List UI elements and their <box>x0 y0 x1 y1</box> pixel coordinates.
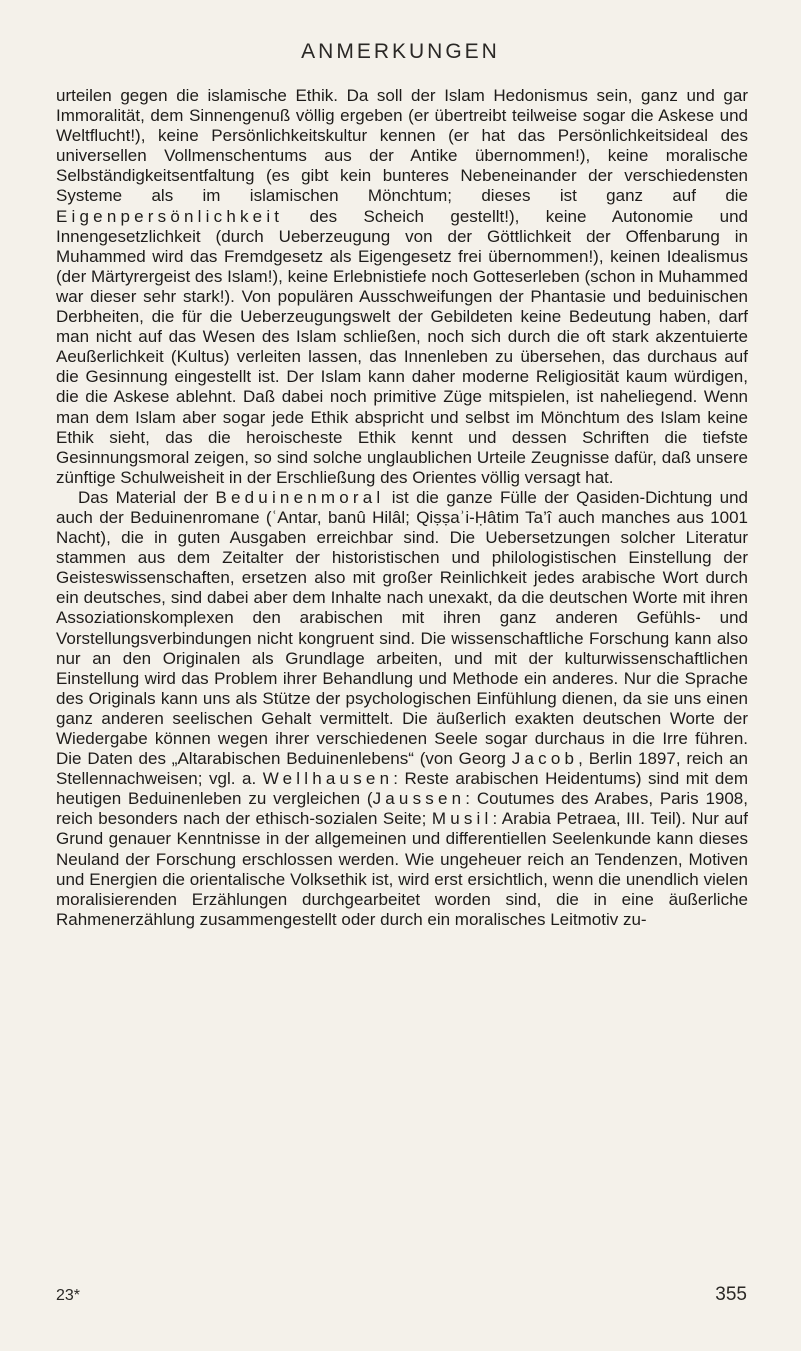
author-name-jacob: Jacob <box>511 749 579 769</box>
author-name-jaussen: Jaussen <box>372 789 466 809</box>
paragraph-2-text-e: : Arabia Petraea, III. Teil). Nur auf Grund genauer Kenntnisse in der allgemeinen und differentiellen Seelenkunde kann dieses Neuland der Forschung erschlossen werden. Wie ungeheuer reich an Tendenzen, Motiven und Energien die orientalische Volksethik ist, wird erst ersichtlich, wenn die unendlich vielen moralisierenden Erzählungen durchgearbeitet worden sind, die in eine äußerliche Rahmenerzählung zusammengestellt oder durch ein moralisches Leitmotiv zu- <box>56 809 748 929</box>
signature-mark: 23* <box>56 1287 81 1304</box>
spaced-term-beduinenmoral: Beduinenmoral <box>215 487 385 507</box>
paragraph-2-text-d: : Coutumes des Arabes, Paris 1908, reich besonders nach der ethisch-sozialen Seite; <box>56 789 748 829</box>
paragraph-2-text-c: : Reste arabischen Heidentums) sind mit dem heutigen Beduinenleben zu vergleichen ( <box>56 769 748 809</box>
paragraph-2-text-b: , Berlin 1897, reich an Stellennachweisen; vgl. a. <box>56 749 748 789</box>
paragraph-1-continuation: des Scheich gestellt!), keine Autonomie und Innengesetzlichkeit (durch Ueberzeugung von der Göttlichkeit der Offenbarung in Muhammed wird das Fremdgesetz als Eigengesetz frei übernommen!), keinen Idealismus (der Märtyrergeist des Islam!), keine Erlebnistiefe noch Gotteserleben (schon in Muhammed war dieser sehr stark!). Von populären Ausschweifungen der Phantasie und beduinischen Derbheiten, die für die Ueberzeugungswelt der Gebildeten keine Bedeutung haben, darf man nicht auf das Wesen des Islam schließen, noch sich durch die oft stark akzentuierte Aeußerlichkeit (Kultus) verleiten lassen, das Innenleben zu übersehen, das durchaus auf die Gesinnung eingestellt ist. Der Islam kann daher moderne Religiosität kaum würdigen, die die Askese ablehnt. Daß dabei noch primitive Züge mitspielen, ist naheliegend. Wenn man dem Islam aber sogar jede Ethik abspricht und selbst im Mönchtum des Islam keine Ethik sieht, das die heroischeste Ethik kennt und dessen Schriften die tiefste Gesinnungsmoral zeigen, so sind solche unglaublichen Urteile Zeugnisse dafür, daß unsere zünftige Schulweisheit in der Erschließung des Orientes völlig versagt hat. <box>56 206 748 487</box>
paragraph-2-text-a: ist die ganze Fülle der Qasiden-Dichtung und auch der Beduinenromane (ʿAntar, banû Hilâl; Qiṣṣaʾi-Ḥâtim Ta’î auch manches aus 1001 Nacht), die in guten Ausgaben erreichbar sind. Die Uebersetzungen solcher Literatur stammen aus dem Zeitalter der historistischen und philologistischen Einstellung der Geisteswissenschaften, ersetzen also mit großer Reinlichkeit jedes arabische Wort durch ein deutsches, sind dabei aber dem Inhalte nach unexakt, da die deutschen Worte mit ihren Assoziationskomplexen den arabischen mit ihren ganz anderen Gefühls- und Vorstellungsverbindungen nicht kongruent sind. Die wissenschaftliche Forschung kann also nur an den Originalen als Grundlage arbeiten, und mit der kulturwissenschaftlichen Einstellung wird das Problem ihrer Behandlung und Methode ein anderes. Nur die Sprache des Originals kann uns als Stütze der psychologischen Einfühlung dienen, da sie uns einen ganz anderen seelischen Gehalt vermittelt. Die äußerlich exakten deutschen Worte der Wiedergabe können wegen ihrer verschiedenen Seele sogar durchaus in die Irre führen. Die Daten des „Altarabischen Beduinenlebens“ (von Georg <box>56 487 748 769</box>
paragraph-2-start: Das Material der <box>78 487 216 507</box>
page-number: 355 <box>715 1284 747 1305</box>
author-name-wellhausen: Wellhausen <box>262 769 394 789</box>
author-name-musil: Musil <box>431 809 493 829</box>
paragraph-1-text: urteilen gegen die islamische Ethik. Da soll der Islam Hedonismus sein, ganz und gar Immoralität, dem Sinnengenuß völlig ergeben (er übertreibt teilweise sogar die Askese und Weltflucht!), keine Persönlichkeitskultur kennen (er hat das Persönlichkeitsideal des universellen Vollmenschentums aus der Antike übernommen!), keine moralische Selbständigkeitsentfaltung (es gibt kein bunteres Nebeneinander der verschiedensten Systeme als im islamischen Mönchtum; dieses ist ganz auf die <box>56 86 748 206</box>
running-header: ANMERKUNGEN <box>301 40 500 63</box>
spaced-term-eigenpersoenlichkeit: Eigenpersönlichkeit <box>56 206 284 226</box>
paragraph-2 <box>56 488 748 930</box>
main-text <box>56 86 748 930</box>
paragraph-1 <box>56 86 748 488</box>
